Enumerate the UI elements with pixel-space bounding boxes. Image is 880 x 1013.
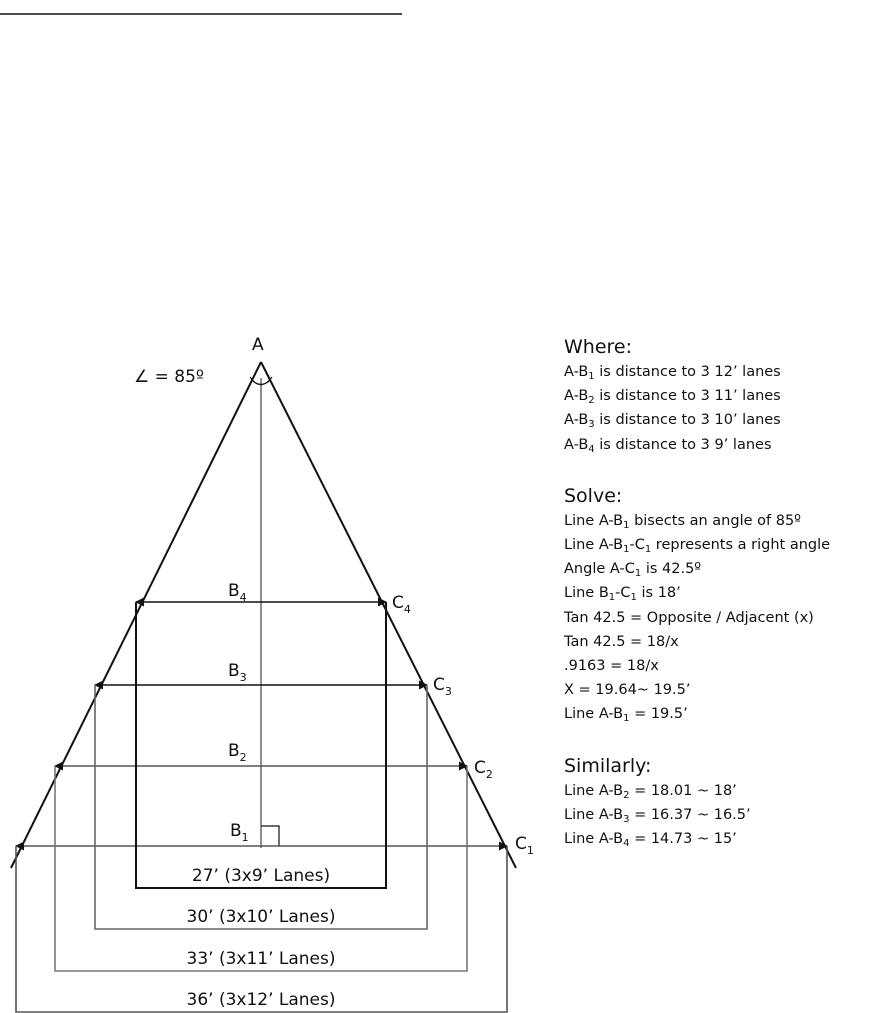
right-angle-marker <box>261 826 279 846</box>
width-label-30: 30’ (3x10’ Lanes) <box>186 907 336 927</box>
where-line: $A-B_3$ is distance to 3 10’ lanes <box>564 412 781 431</box>
where-line: $A-B_1$ is distance to 3 12’ lanes <box>564 364 781 382</box>
where-line: $A-B_2$ is distance to 3 11’ lanes <box>564 388 781 407</box>
c2-label: $C_2$ <box>474 758 493 781</box>
solve-line: Line $A-B_1 = 19.5$’ <box>564 706 688 725</box>
width-label-33: 33’ (3x11’ Lanes) <box>186 949 336 969</box>
solve-heading: Solve: <box>564 484 623 507</box>
similarly-line: Line $A-B_2 = 18.01$ ~ 18’ <box>564 782 737 801</box>
solve-line: X = 19.64~ 19.5’ <box>564 682 691 699</box>
width-label-27: 27’ (3x9’ Lanes) <box>191 866 331 886</box>
b1-label: $B_1$ <box>230 821 249 844</box>
triangle-right-side <box>261 362 516 868</box>
angle-label: ∠ = 85º <box>134 367 204 387</box>
apex-label: A <box>252 335 264 355</box>
solve-line: Tan 42.5 = 18/x <box>564 633 679 650</box>
b3-label: $B_3$ <box>228 661 247 684</box>
solve-line: Line $A-B_1$ bisects an angle of 85º <box>564 512 801 531</box>
solve-line: .9163 = 18/x <box>564 658 659 675</box>
solve-line: Line $A-B_1-C_1$ represents a right angle <box>564 537 831 556</box>
where-line: $A-B_4$ is distance to 3 9’ lanes <box>564 436 772 455</box>
similarly-line: Line $A-B_4 = 14.73$ ~ 15’ <box>564 831 737 850</box>
c3-label: $C_3$ <box>433 675 452 698</box>
b2-label: $B_2$ <box>228 741 247 764</box>
similarly-heading: Similarly: <box>564 754 652 777</box>
b4-label: $B_4$ <box>228 581 247 604</box>
solve-line: Tan 42.5 = Opposite / Adjacent (x) <box>564 609 814 626</box>
similarly-line: Line $A-B_3 = 16.37$ ~ 16.5’ <box>564 806 751 825</box>
notes-panel <box>564 334 880 851</box>
c1-label: $C_1$ <box>515 834 534 857</box>
where-heading: Where: <box>564 336 633 358</box>
solve-line: Angle $A-C_1$ is 42.5º <box>564 561 702 580</box>
width-label-36: 36’ (3x12’ Lanes) <box>186 990 336 1010</box>
solve-line: Line $B_1-C_1$ is 18’ <box>564 585 681 604</box>
c4-label: $C_4$ <box>392 593 411 616</box>
